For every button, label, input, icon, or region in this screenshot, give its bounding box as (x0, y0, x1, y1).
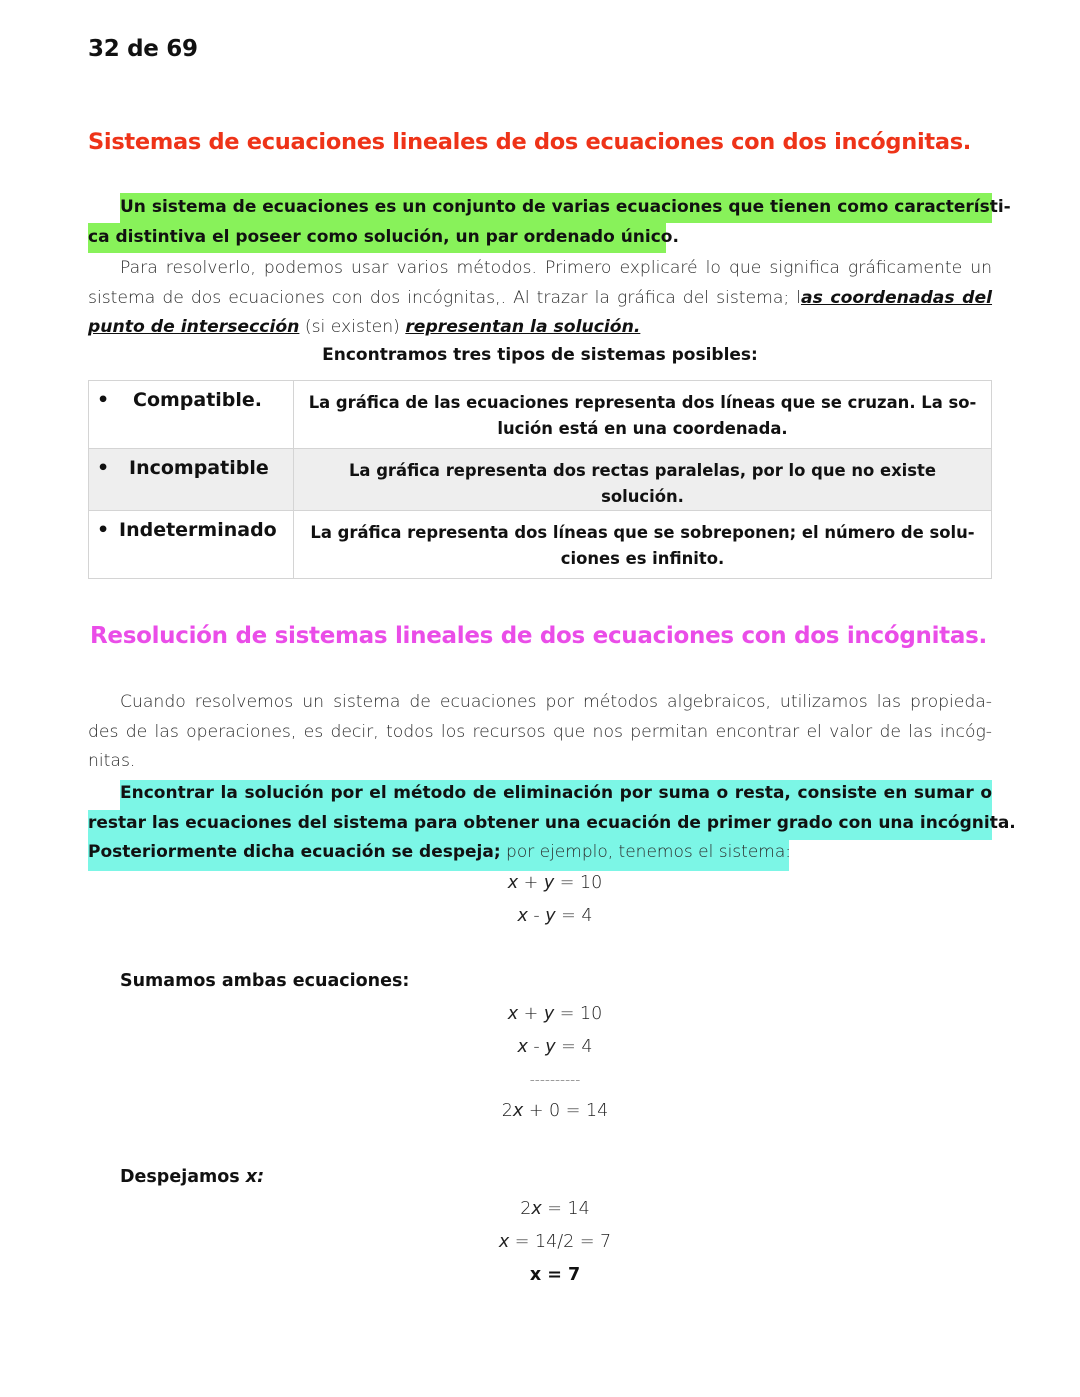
type-cell (89, 511, 294, 579)
var-x: x (517, 1037, 528, 1057)
var-x: x (512, 1101, 524, 1121)
var-x: x (498, 1232, 510, 1252)
bullet-icon: • (97, 389, 110, 411)
operator: + (518, 873, 544, 893)
bullet-icon: • (97, 457, 110, 479)
sum-separator: ---------- (529, 1072, 581, 1088)
type-label: Indeterminado (119, 519, 277, 541)
var-y: y (543, 873, 555, 893)
section-heading-resolution: Resolución de sistemas lineales de dos ecuaciones con dos incógnitas. (90, 623, 987, 649)
section-heading-systems: Sistemas de ecuaciones lineales de dos ecuaciones con dos incógnitas. (88, 129, 972, 155)
intro-line-2 (88, 284, 992, 314)
system-equation-2 (0, 906, 1080, 926)
rhs: = 4 (555, 1037, 593, 1057)
definition-line-1: Un sistema de ecuaciones es un conjunto de varias ecuaciones que tienen como característi- (120, 197, 1011, 217)
coefficient: 2 (520, 1199, 532, 1219)
emphasis-coordinates: as coordenadas del (800, 287, 993, 308)
var-y: y (545, 1037, 556, 1057)
resolution-line-2: des de las operaciones, es decir, todos los recursos que nos permitan encontrar el valor de las incóg- (88, 721, 992, 742)
description-line: ciones es infinito. (560, 549, 725, 568)
method-line-3-plain: por ejemplo, tenemos el sistema: (500, 842, 791, 862)
coefficient: 2 (501, 1101, 513, 1121)
var-x: x (507, 873, 519, 893)
rhs: = 14 (541, 1199, 590, 1219)
sum-equation-2 (0, 1037, 1080, 1057)
type-label: Compatible. (133, 389, 263, 411)
step-solve-label (120, 1167, 264, 1187)
step-solve-var: x: (245, 1167, 265, 1187)
operator: - (527, 906, 546, 926)
emphasis-intersection: punto de intersección (88, 317, 300, 337)
rhs: = 10 (554, 1004, 603, 1024)
method-line-3-bold: Posteriormente dicha ecuación se despeja; (88, 842, 501, 862)
description-line: La gráfica representa dos rectas paralelas, por lo que no existe solución. (348, 461, 936, 506)
table-row (89, 511, 992, 579)
system-types-table (88, 380, 992, 579)
var-x: x (517, 906, 528, 926)
emphasis-solution: representan la solución. (405, 317, 641, 337)
final-answer: x = 7 (529, 1265, 581, 1285)
definition-text (88, 193, 1011, 252)
method-text (88, 779, 1016, 868)
rhs: + 0 = 14 (523, 1101, 609, 1121)
var-x: x (507, 1004, 519, 1024)
rhs: = 4 (555, 906, 593, 926)
system-equation-1 (0, 873, 1080, 893)
definition-line-2: ca distintiva el poseer como solución, un par ordenado único. (88, 226, 679, 247)
method-line-2: restar las ecuaciones del sistema para obtener una ecuación de primer grado con una incógnita. (88, 812, 1016, 833)
description-line: La gráfica representa dos líneas que se sobreponen; el número de solu- (310, 523, 975, 542)
var-x: x (531, 1199, 542, 1219)
resolution-intro (88, 688, 992, 777)
sum-result (0, 1101, 1080, 1121)
solve-equation-1 (0, 1199, 1080, 1219)
method-line-3 (88, 838, 992, 868)
description-cell (294, 381, 992, 449)
intro-paragraph (88, 254, 992, 343)
table-row (89, 381, 992, 449)
bullet-icon: • (97, 519, 110, 541)
description-line: lución está en una coordenada. (497, 419, 788, 438)
description-cell (294, 511, 992, 579)
operator: + (518, 1004, 544, 1024)
type-label: Incompatible (129, 457, 269, 479)
sum-equation-1 (0, 1004, 1080, 1024)
resolution-line-1: Cuando resolvemos un sistema de ecuaciones por métodos algebraicos, utilizamos las propieda- (120, 692, 992, 712)
method-line-1: Encontrar la solución por el método de eliminación por suma o resta, consiste en sumar o (120, 783, 992, 803)
description-line: La gráfica de las ecuaciones representa dos líneas que se cruzan. La so- (308, 393, 977, 412)
resolution-line-3: nitas. (88, 751, 136, 771)
operator: - (527, 1037, 546, 1057)
intro-line-3 (88, 313, 992, 343)
intro-line-1: Para resolverlo, podemos usar varios métodos. Primero explicaré lo que significa gráficamente un (120, 258, 992, 278)
type-cell (89, 381, 294, 449)
var-y: y (545, 906, 556, 926)
solve-equation-2 (0, 1232, 1080, 1252)
type-cell (89, 449, 294, 511)
intro-line-3-text: (si existen) (299, 317, 406, 337)
step-solve-text: Despejamos (120, 1167, 246, 1187)
rhs: = 14/2 = 7 (509, 1232, 612, 1252)
intro-line-2-text: sistema de dos ecuaciones con dos incógnitas,. Al trazar la gráfica del sistema; l (88, 287, 801, 308)
table-row (89, 449, 992, 511)
table-title: Encontramos tres tipos de sistemas posibles: (322, 345, 758, 365)
description-cell (294, 449, 992, 511)
var-y: y (543, 1004, 555, 1024)
page-indicator: 32 de 69 (88, 36, 198, 62)
step-sum-label: Sumamos ambas ecuaciones: (120, 971, 410, 991)
rhs: = 10 (554, 873, 603, 893)
